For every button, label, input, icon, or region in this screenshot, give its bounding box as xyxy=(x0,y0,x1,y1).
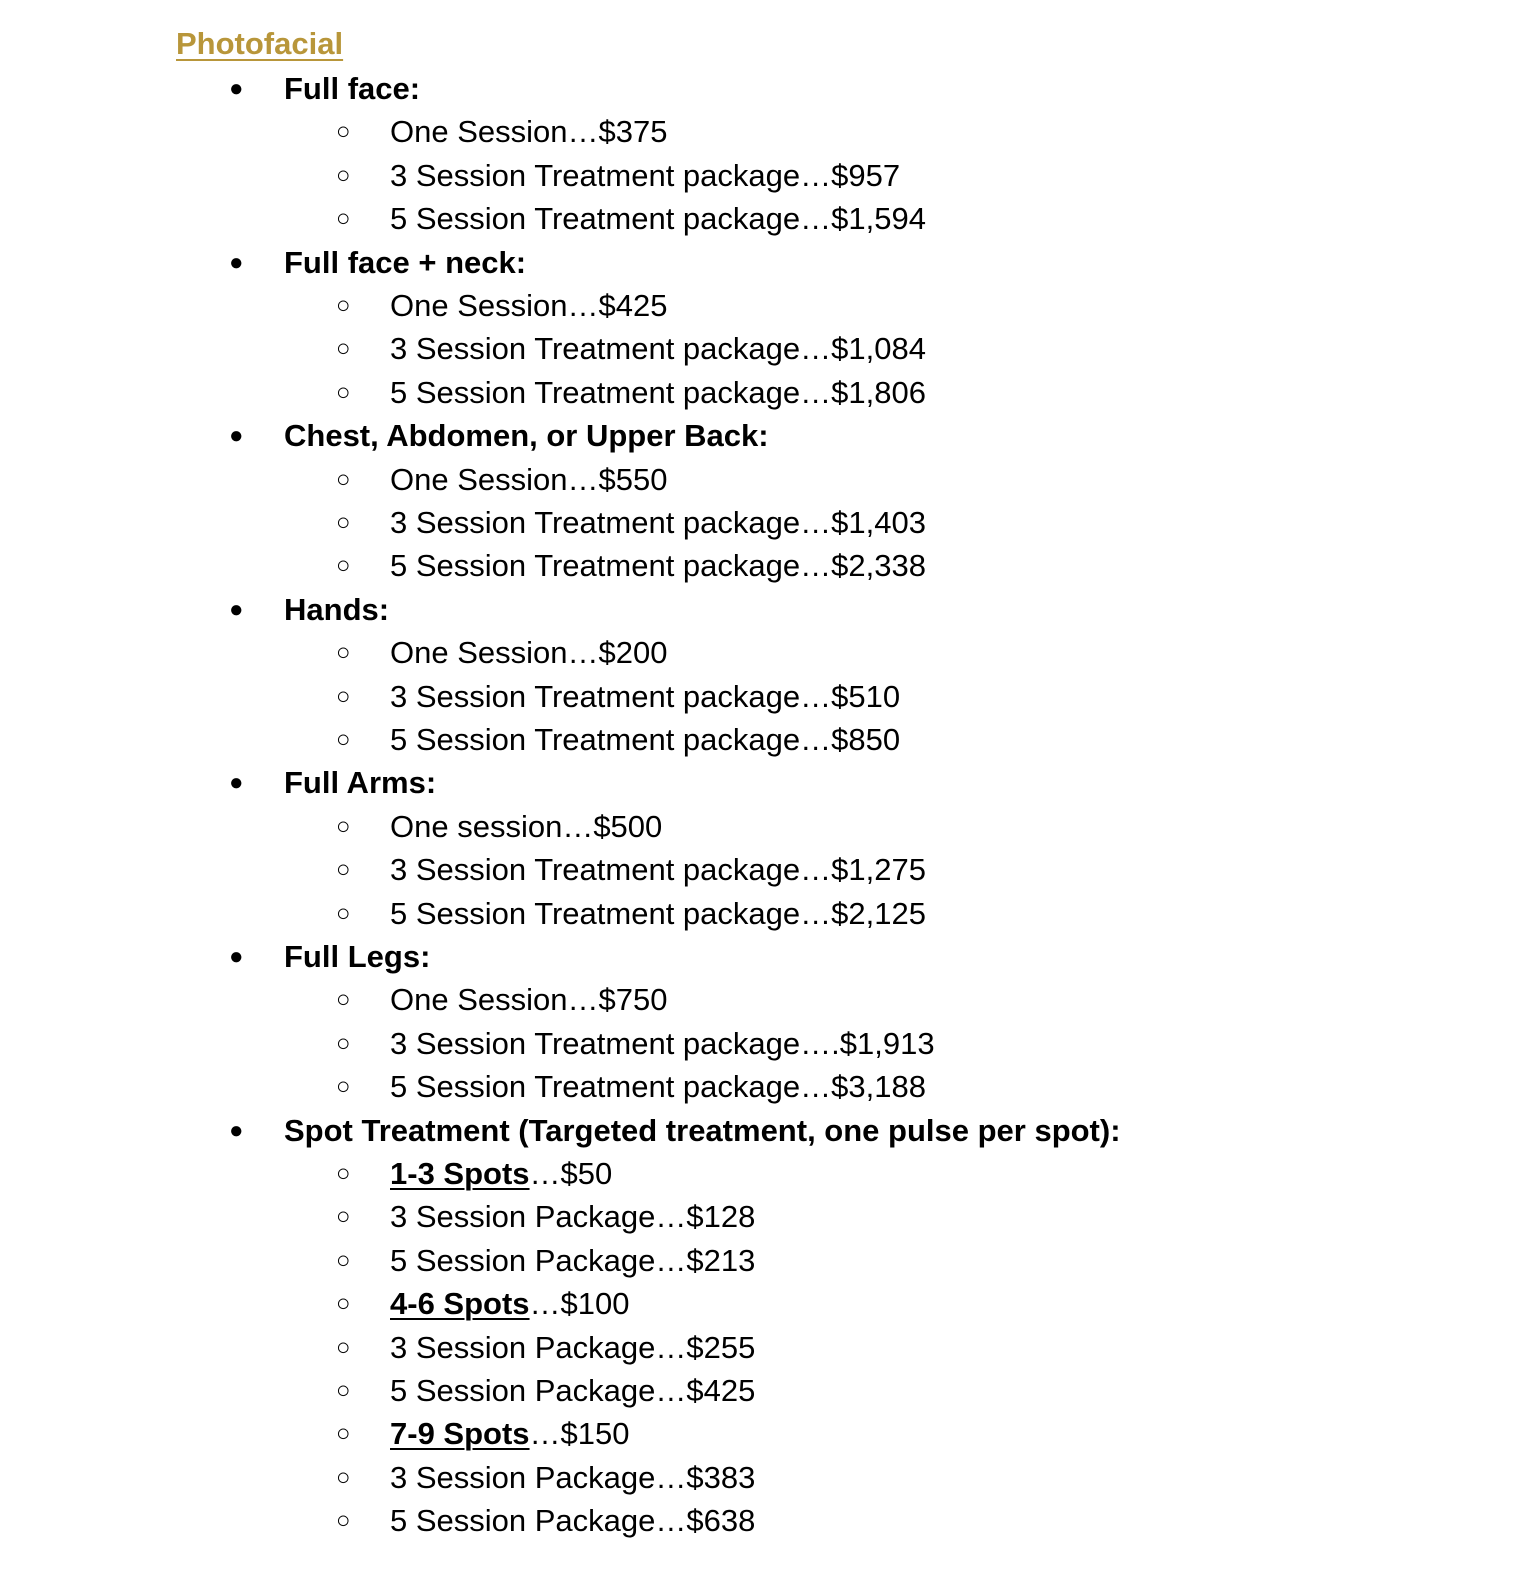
price-item-value: One Session…$375 xyxy=(390,114,668,150)
price-item-value: One Session…$750 xyxy=(390,982,668,1018)
price-item-value: 3 Session Treatment package…$957 xyxy=(390,157,901,193)
price-item-text xyxy=(390,501,926,544)
price-list-item xyxy=(0,1065,1518,1108)
price-list-item xyxy=(0,631,1518,674)
bullet-filled-icon: ● xyxy=(229,1116,244,1144)
bullet-hollow-icon: ○ xyxy=(336,1333,351,1361)
bullet-hollow-icon: ○ xyxy=(336,856,351,884)
category-heading xyxy=(0,588,1518,631)
price-item-text xyxy=(390,371,926,414)
bullet-hollow-icon: ○ xyxy=(336,1463,351,1491)
bullet-hollow-icon: ○ xyxy=(336,118,351,146)
price-list-item xyxy=(0,848,1518,891)
price-item-text xyxy=(390,805,662,848)
price-item-value: 5 Session Package…$638 xyxy=(390,1503,756,1539)
price-item-value: 3 Session Treatment package…$1,084 xyxy=(390,331,926,367)
price-item-value: 5 Session Treatment package…$850 xyxy=(390,721,901,757)
category-heading xyxy=(0,241,1518,284)
price-item-text xyxy=(390,1022,935,1065)
category-heading xyxy=(0,935,1518,978)
price-item-value: 3 Session Package…$255 xyxy=(390,1329,756,1365)
price-item-text xyxy=(390,1239,755,1282)
price-list-item xyxy=(0,154,1518,197)
price-list-item xyxy=(0,501,1518,544)
bullet-filled-icon: ● xyxy=(229,75,244,102)
bullet-filled-icon: ● xyxy=(229,943,244,970)
price-item-value: …$150 xyxy=(529,1416,630,1452)
price-item-lead: 7-9 Spots xyxy=(390,1416,530,1452)
bullet-hollow-icon: ○ xyxy=(336,552,351,580)
price-item-text xyxy=(390,327,926,370)
price-item-value: …$100 xyxy=(529,1286,630,1322)
price-item-text xyxy=(390,1326,755,1369)
price-list-item xyxy=(0,1456,1518,1499)
price-item-text xyxy=(390,544,926,587)
price-item-value: 5 Session Treatment package…$2,125 xyxy=(390,895,926,931)
bullet-hollow-icon: ○ xyxy=(336,1376,351,1404)
bullet-hollow-icon: ○ xyxy=(336,335,351,363)
bullet-hollow-icon: ○ xyxy=(336,1203,351,1231)
price-item-lead: 4-6 Spots xyxy=(390,1286,530,1322)
price-item-value: One Session…$200 xyxy=(390,635,668,671)
price-list-item xyxy=(0,371,1518,414)
price-list-item xyxy=(0,1239,1518,1282)
category-section xyxy=(0,761,1518,935)
price-list-item xyxy=(0,327,1518,370)
price-list-item xyxy=(0,805,1518,848)
price-item-text xyxy=(390,284,667,327)
price-item-text xyxy=(390,197,926,240)
bullet-hollow-icon: ○ xyxy=(336,682,351,710)
price-item-lead: 1-3 Spots xyxy=(390,1155,530,1191)
price-item-value: 5 Session Treatment package…$1,806 xyxy=(390,374,926,410)
category-section xyxy=(0,588,1518,762)
category-label: Full Arms: xyxy=(284,765,437,801)
price-item-value: 5 Session Treatment package…$3,188 xyxy=(390,1069,926,1105)
price-item-value: 3 Session Treatment package….$1,913 xyxy=(390,1025,935,1061)
price-item-value: One Session…$550 xyxy=(390,461,668,497)
bullet-hollow-icon: ○ xyxy=(336,161,351,189)
price-list-item xyxy=(0,1195,1518,1238)
price-list-item xyxy=(0,978,1518,1021)
price-item-text xyxy=(390,1456,755,1499)
category-label: Full Legs: xyxy=(284,939,431,974)
price-item-text xyxy=(390,1195,755,1238)
price-list-item xyxy=(0,718,1518,761)
price-list-item xyxy=(0,1499,1518,1542)
price-item-value: One Session…$425 xyxy=(390,287,668,323)
category-heading xyxy=(0,1109,1518,1152)
bullet-hollow-icon: ○ xyxy=(336,899,351,927)
category-label: Chest, Abdomen, or Upper Back: xyxy=(284,418,769,454)
bullet-hollow-icon: ○ xyxy=(336,1159,351,1187)
bullet-hollow-icon: ○ xyxy=(336,508,351,536)
price-list-item xyxy=(0,1282,1518,1325)
price-list-item xyxy=(0,1326,1518,1369)
bullet-hollow-icon: ○ xyxy=(336,1029,351,1057)
category-section xyxy=(0,67,1518,241)
price-item-text xyxy=(390,892,926,935)
price-item-value: One session…$500 xyxy=(390,808,663,844)
price-item-text xyxy=(390,110,667,153)
bullet-filled-icon: ● xyxy=(229,595,244,623)
price-item-value: 5 Session Package…$425 xyxy=(390,1372,756,1408)
page-title-link[interactable]: Photofacial xyxy=(176,26,344,61)
category-section xyxy=(0,241,1518,415)
bullet-hollow-icon: ○ xyxy=(336,639,351,667)
bullet-hollow-icon: ○ xyxy=(336,1073,351,1101)
category-section xyxy=(0,1109,1518,1543)
bullet-hollow-icon: ○ xyxy=(336,465,351,493)
category-section xyxy=(0,935,1518,1109)
price-item-value: 3 Session Treatment package…$1,403 xyxy=(390,504,926,540)
price-list-item xyxy=(0,197,1518,240)
category-section xyxy=(0,414,1518,588)
price-item-text xyxy=(390,458,667,501)
bullet-hollow-icon: ○ xyxy=(336,1246,351,1274)
price-list-item xyxy=(0,675,1518,718)
price-list-item xyxy=(0,110,1518,153)
category-label: Hands: xyxy=(284,591,390,627)
price-item-value: 3 Session Treatment package…$510 xyxy=(390,678,901,714)
bullet-filled-icon: ● xyxy=(229,248,244,276)
price-list-item xyxy=(0,544,1518,587)
price-list-item xyxy=(0,284,1518,327)
bullet-filled-icon: ● xyxy=(229,769,244,797)
bullet-hollow-icon: ○ xyxy=(336,986,351,1014)
price-item-text xyxy=(390,848,926,891)
price-item-text xyxy=(390,1369,755,1412)
price-list-item xyxy=(0,1369,1518,1412)
price-list-item xyxy=(0,892,1518,935)
price-list-item xyxy=(0,1152,1518,1195)
category-heading xyxy=(0,67,1518,110)
bullet-hollow-icon: ○ xyxy=(336,205,351,233)
bullet-hollow-icon: ○ xyxy=(336,812,351,840)
price-item-text xyxy=(390,978,667,1021)
price-item-text xyxy=(390,154,900,197)
price-item-text xyxy=(390,631,667,674)
price-item-text xyxy=(390,1065,926,1108)
category-label: Full face + neck: xyxy=(284,244,527,280)
price-item-text xyxy=(390,1152,612,1195)
price-list-item xyxy=(0,458,1518,501)
price-item-text xyxy=(390,1412,630,1455)
price-list-item xyxy=(0,1022,1518,1065)
bullet-hollow-icon: ○ xyxy=(336,378,351,406)
bullet-hollow-icon: ○ xyxy=(336,725,351,753)
bullet-hollow-icon: ○ xyxy=(336,291,351,319)
category-label: Spot Treatment (Targeted treatment, one pulse per spot): xyxy=(284,1112,1121,1148)
price-item-text xyxy=(390,1499,755,1542)
price-item-text xyxy=(390,718,900,761)
price-item-value: 3 Session Package…$128 xyxy=(390,1199,756,1235)
bullet-hollow-icon: ○ xyxy=(336,1420,351,1448)
price-item-value: 3 Session Treatment package…$1,275 xyxy=(390,852,926,888)
price-item-value: 5 Session Treatment package…$1,594 xyxy=(390,201,926,237)
price-item-value: 5 Session Package…$213 xyxy=(390,1242,756,1278)
category-label: Full face: xyxy=(284,71,421,106)
bullet-hollow-icon: ○ xyxy=(336,1290,351,1318)
price-item-value: 5 Session Treatment package…$2,338 xyxy=(390,548,926,584)
price-item-text xyxy=(390,675,900,718)
price-item-text xyxy=(390,1282,630,1325)
category-heading xyxy=(0,761,1518,804)
category-heading xyxy=(0,414,1518,457)
bullet-filled-icon: ● xyxy=(229,422,244,450)
price-list-item xyxy=(0,1412,1518,1455)
bullet-hollow-icon: ○ xyxy=(336,1507,351,1535)
price-item-value: …$50 xyxy=(529,1155,613,1191)
price-item-value: 3 Session Package…$383 xyxy=(390,1459,756,1495)
